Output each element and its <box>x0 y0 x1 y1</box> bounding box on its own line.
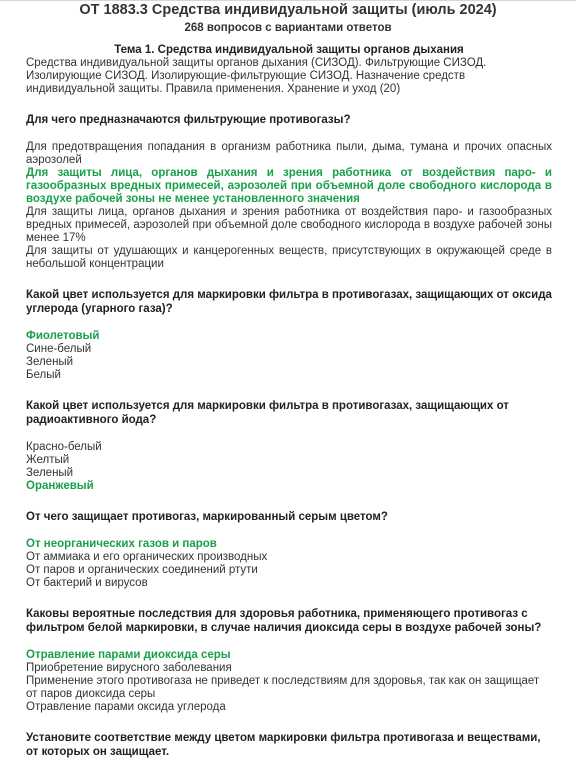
answer-option: Для защиты от удушающих и канцерогенных веществ, присутствующих в окружающей среде в небольшой концентрации <box>26 245 552 270</box>
question-text: Для чего предназначаются фильтрующие противогазы? <box>26 114 351 126</box>
document-header <box>0 1 576 35</box>
question-block <box>26 288 552 382</box>
answer-option: Для защиты лица, органов дыхания и зрения работника от воздействия паро- и газообразных вредных примесей, аэрозолей при объемной доле свободного кислорода в воздухе рабочей зоны менее 17% <box>26 206 552 244</box>
question-text: Какой цвет используется для маркировки фильтра в противогазах, защищающих от радиоактивного йода? <box>26 400 509 426</box>
top-border <box>0 0 576 1</box>
question-block <box>26 510 552 590</box>
document-title: ОТ 1883.3 Средства индивидуальной защиты (июль 2024) <box>79 2 497 18</box>
question-block <box>26 731 552 759</box>
question-text: Установите соответствие между цветом маркировки фильтра противогаза и веществами, от которых он защищает. <box>26 732 541 758</box>
answer-option: От бактерий и вирусов <box>26 577 148 589</box>
correct-answer: От неорганических газов и паров <box>26 538 217 550</box>
answer-option: Отравление парами оксида углерода <box>26 701 226 713</box>
answer-option: От паров и органических соединений ртути <box>26 564 258 576</box>
answer-option: От аммиака и его органических производных <box>26 551 268 563</box>
answer-option: Сине-белый <box>26 343 92 355</box>
question-block <box>26 399 552 493</box>
question-text: Каковы вероятные последствия для здоровья работника, применяющего противогаз с фильтром белой маркировки, в случае наличия диоксида серы в воздухе рабочей зоны? <box>26 608 542 634</box>
answer-option: Применение этого противогаза не приведет к последствиям для здоровья, так как он защищает от паров диоксида серы <box>26 675 540 700</box>
document-subtitle: 268 вопросов с вариантами ответов <box>184 22 392 34</box>
topic-description: Средства индивидуальной защиты органов дыхания (СИЗОД). Фильтрующие СИЗОД. Изолирующие СИЗОД. Изолирующие-фильтрующие СИЗОД. Назначение средств индивидуальной защиты. Правила применения. Хранение и уход (20) <box>26 57 487 95</box>
answer-option: Белый <box>26 369 61 381</box>
question-text: Какой цвет используется для маркировки фильтра в противогазах, защищающих от оксида углерода (угарного газа)? <box>26 289 552 315</box>
question-block <box>26 113 552 271</box>
answer-option: Зеленый <box>26 356 74 368</box>
correct-answer: Отравление парами диоксида серы <box>26 649 231 661</box>
question-block <box>26 607 552 714</box>
question-text: От чего защищает противогаз, маркированный серым цветом? <box>26 511 388 523</box>
topic-title: Тема 1. Средства индивидуальной защиты органов дыхания <box>114 44 464 56</box>
answer-option: Для предотвращения попадания в организм работника пыли, дыма, тумана и прочих опасных аэрозолей <box>26 141 552 166</box>
correct-answer: Фиолетовый <box>26 330 100 342</box>
correct-answer: Оранжевый <box>26 480 94 492</box>
answer-option: Красно-белый <box>26 441 102 453</box>
answer-option: Приобретение вирусного заболевания <box>26 662 232 674</box>
answer-option: Зеленый <box>26 467 74 479</box>
answer-option: Желтый <box>26 454 70 466</box>
document-content <box>0 44 576 759</box>
correct-answer: Для защиты лица, органов дыхания и зрения работника от воздействия паро- и газообразных вредных примесей, аэрозолей при объемной доле свободного кислорода в воздухе рабочей зоны не менее установленного значения <box>26 167 552 205</box>
